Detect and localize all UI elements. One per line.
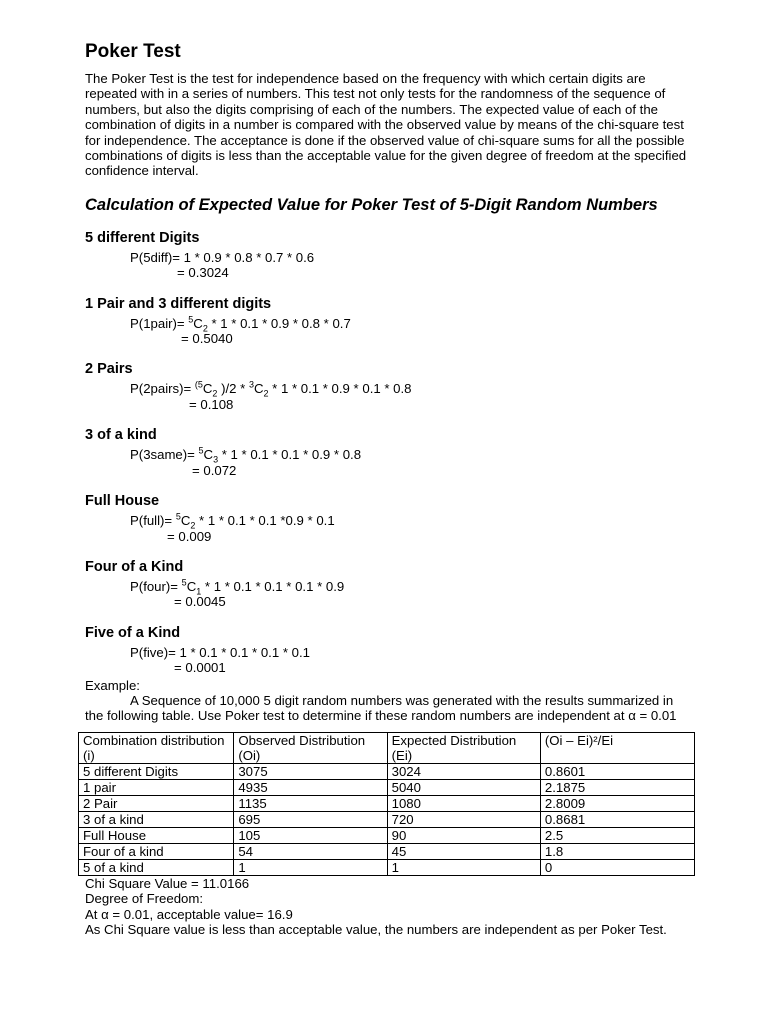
table-cell: 5040 [387,779,540,795]
header-cell: Combination distribution (i) [79,732,234,763]
table-row [79,763,695,779]
case-heading: Five of a Kind [85,624,181,641]
table-cell: 695 [234,811,387,827]
case-five-kind [85,624,695,676]
table-row [79,795,695,811]
example-body: A Sequence of 10,000 5 digit random numbers was generated with the results summarized in the following table. Use Poker test to determine if these random numbers are independent at α = 0.01 [85,692,677,724]
case-formula: P(5diff)= 1 * 0.9 * 0.8 * 0.7 * 0.6 [130,249,315,265]
example-block [85,678,695,724]
table-cell: 0 [540,859,694,875]
table-cell: Full House [79,827,234,843]
table-row [79,859,695,875]
table-cell: 2.5 [540,827,694,843]
table-cell: 3075 [234,763,387,779]
table-cell: 1.8 [540,843,694,859]
table-cell: 54 [234,843,387,859]
table-cell: 1080 [387,795,540,811]
case-result: = 0.0045 [174,594,226,610]
table-row [79,779,695,795]
case-formula: P(1pair)= $^5C_2 * 1 * 0.1 * 0.9 * 0.8 * 0.7$ [130,314,351,334]
section-title: Calculation of Expected Value for Poker Test of 5-Digit Random Numbers [85,195,658,214]
conclusion-statement: As Chi Square value is less than acceptable value, the numbers are independent as per Poker Test. [85,921,667,937]
table-cell: 0.8601 [540,763,694,779]
table-cell: 3 of a kind [79,811,234,827]
table-cell: 2.8009 [540,795,694,811]
document-page [85,40,695,937]
table-cell: Four of a kind [79,843,234,859]
table-cell: 5 different Digits [79,763,234,779]
case-result: = 0.5040 [181,331,233,347]
table-header-row [79,732,695,763]
chi-square-value: Chi Square Value = 11.0166 [85,875,250,891]
case-heading: 1 Pair and 3 different digits [85,295,272,312]
case-result: = 0.108 [189,396,234,412]
header-cell: Expected Distribution (Ei) [387,732,540,763]
table-row [79,827,695,843]
case-formula: P(four)= $^5C_1 * 1 * 0.1 * 0.1 * 0.1 * 0.9$ [130,577,345,597]
header-cell: Observed Distribution (Oi) [234,732,387,763]
case-five-different [85,229,695,281]
table-cell: 5 of a kind [79,859,234,875]
case-full-house [85,492,695,544]
example-label: Example: [85,677,140,693]
table-cell: 2 Pair [79,795,234,811]
case-result: = 0.0001 [174,660,226,676]
table-cell: 45 [387,843,540,859]
case-result: = 0.3024 [177,265,229,281]
case-formula: P(2pairs)= $^{(5}C_2$ )$/2 * ^3C_2 * 1 * 0.1 * 0.9 * 0.1 * 0.8$ [130,380,412,400]
table-row [79,843,695,859]
table-cell: 1135 [234,795,387,811]
table-cell: 0.8681 [540,811,694,827]
case-heading: 2 Pairs [85,361,133,378]
table-cell: 2.1875 [540,779,694,795]
table-cell: 105 [234,827,387,843]
case-one-pair [85,295,695,347]
results-table [78,732,695,876]
case-heading: Four of a Kind [85,558,184,575]
case-heading: 3 of a kind [85,427,157,444]
table-cell: 1 [387,859,540,875]
case-heading: Full House [85,493,160,510]
table-cell: 1 pair [79,779,234,795]
case-result: = 0.009 [167,528,212,544]
case-three-kind [85,426,695,478]
acceptable-value: At α = 0.01, acceptable value= 16.9 [85,906,293,922]
page-title: Poker Test [85,41,181,62]
conclusion-block [85,876,695,938]
case-two-pairs [85,360,695,412]
table-row [79,811,695,827]
table-cell: 4935 [234,779,387,795]
degree-of-freedom: Degree of Freedom: [85,891,204,907]
table-cell: 90 [387,827,540,843]
case-formula: P(3same)= $^5C_3 * 1 * 0.1 * 0.1 * 0.9 * 0.8$ [130,445,362,465]
case-heading: 5 different Digits [85,229,200,246]
header-cell: (Oi – Ei)²/Ei [540,732,694,763]
table-cell: 3024 [387,763,540,779]
case-result: = 0.072 [192,462,237,478]
case-formula: P(full)= $^5C_2 * 1 * 0.1 * 0.1$ *0.9 * 0.1 [130,511,335,531]
intro-paragraph: The Poker Test is the test for independence based on the frequency with which certain digits are repeated with in a series of numbers. This test not only tests for the randomness of the sequence of numbers, but also the digits comprising of each of the numbers. The expected value of each of the combination of digits in a number is compared with the observed value by means of the chi-square test for independence. The acceptance is done if the observed value of chi-square sums for all the possible combinations of digits is less than the acceptable value for the given degree of freedom at the specified confidence interval. [85,71,687,179]
table-cell: 720 [387,811,540,827]
case-formula: P(five)= 1 * 0.1 * 0.1 * 0.1 * 0.1 [130,644,310,660]
table-cell: 1 [234,859,387,875]
case-four-kind [85,558,695,610]
